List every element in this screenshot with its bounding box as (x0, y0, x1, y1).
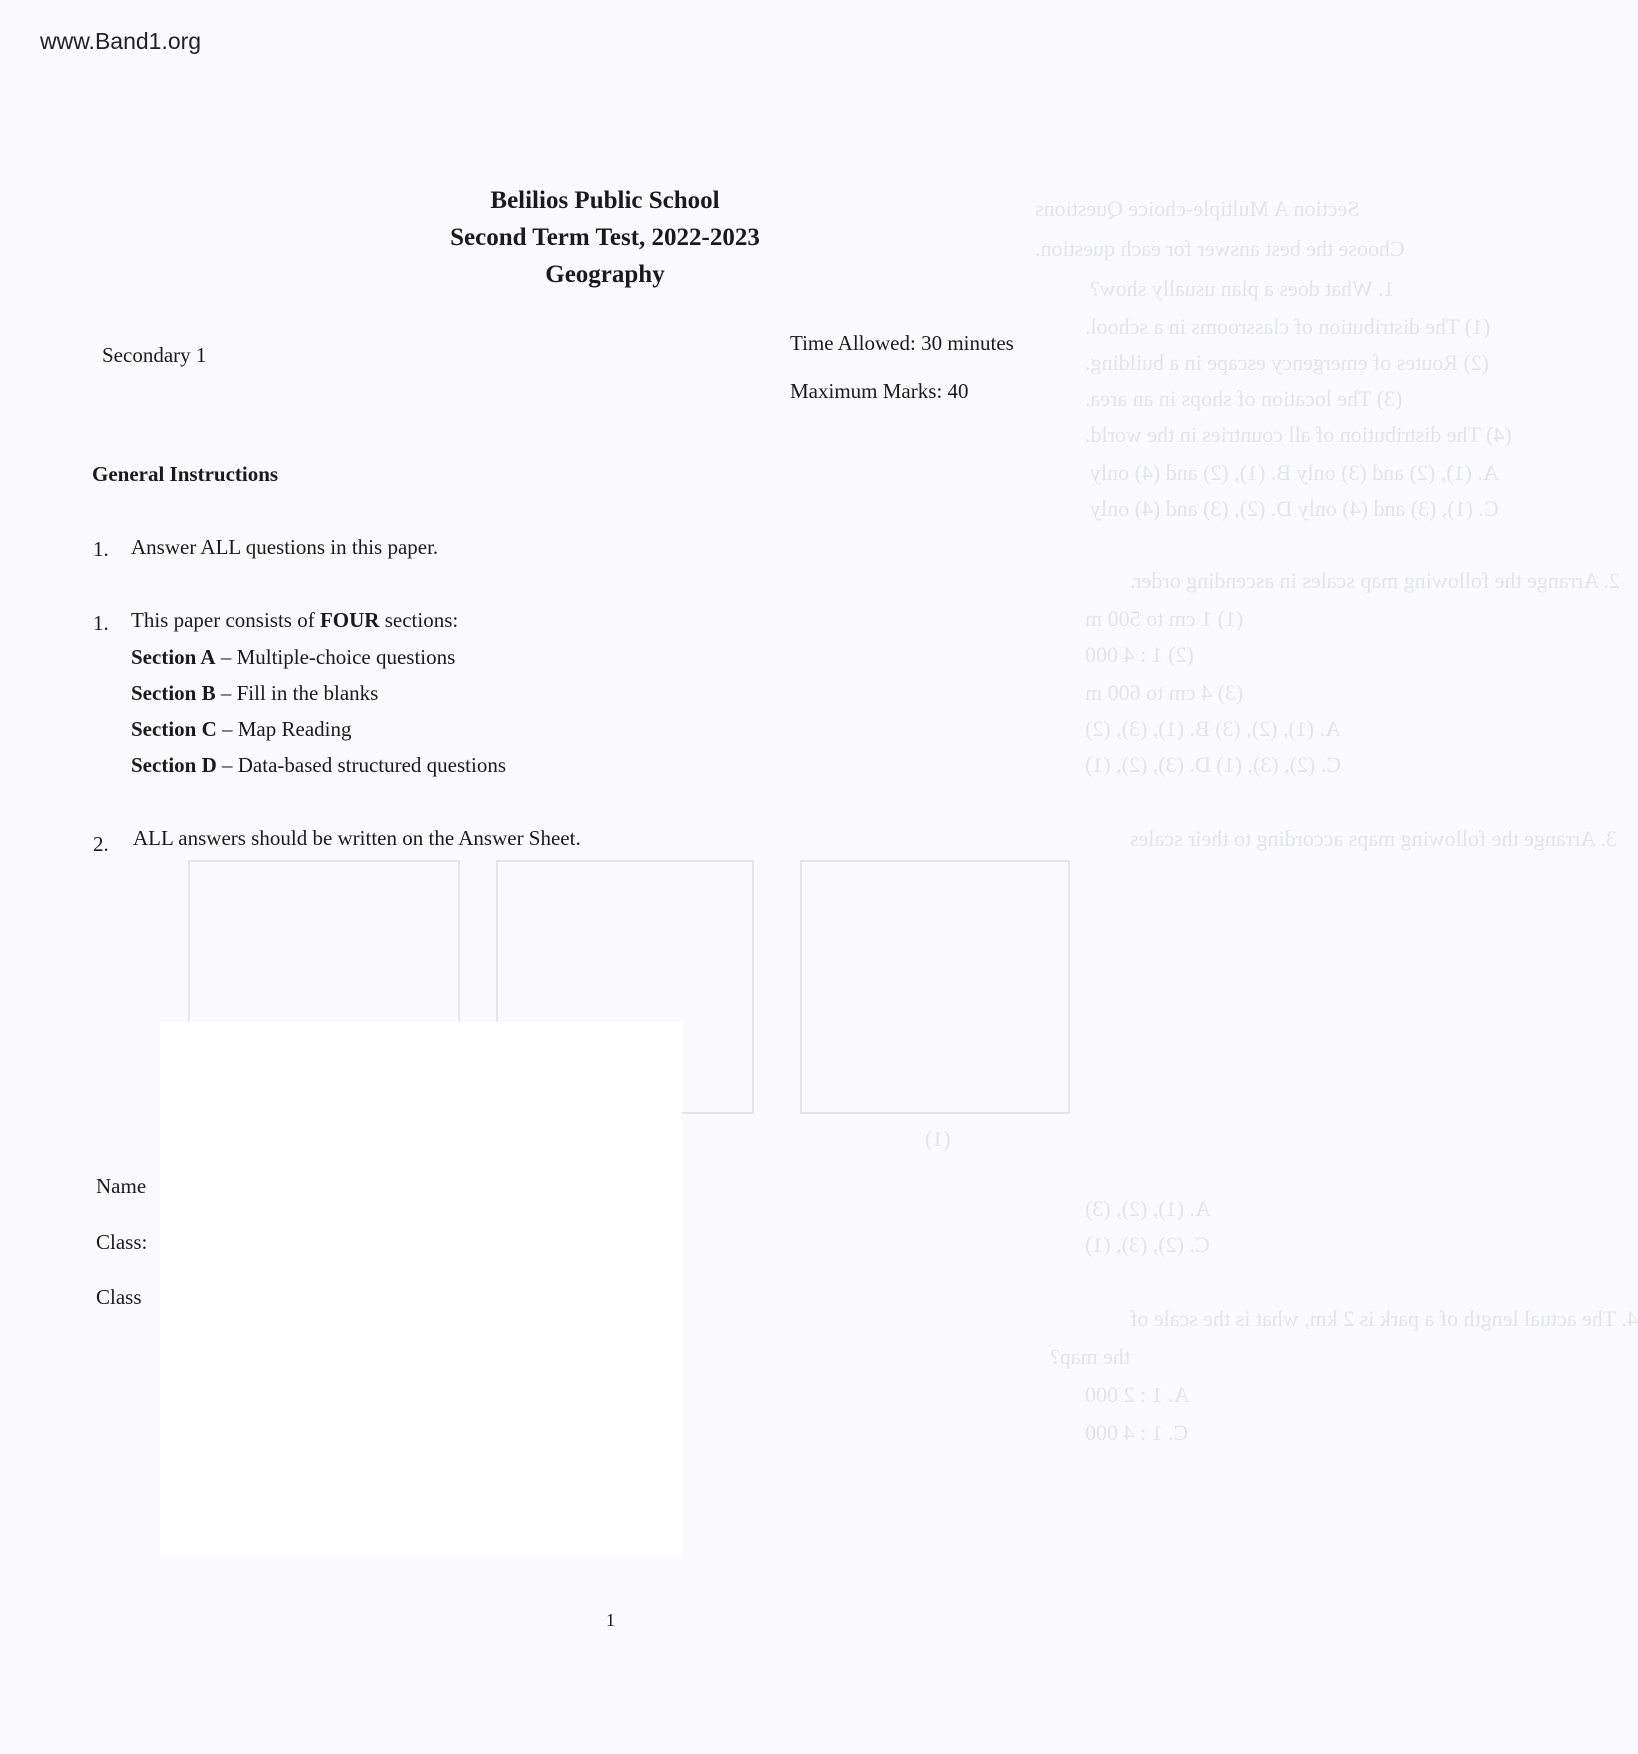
section-b-line (131, 681, 378, 706)
sections-text-after: sections: (379, 608, 459, 632)
sections-text-before: This paper consists of (131, 608, 320, 632)
time-allowed: Time Allowed: 30 minutes (790, 331, 1014, 355)
class-number-field-label: Class (96, 1285, 142, 1309)
section-desc: – Fill in the blanks (215, 681, 379, 705)
section-desc: – Map Reading (216, 717, 352, 741)
reverse-side-bleed-through: Section A Multiple-choice Questions Choose the best answer for each question. 1. What does a plan usually show? (1) The distribution of classrooms in a school. (2) Routes of emergency escape in a building. (3) The location of shops in an area. (4) The distribution of all countries in the world. A. (1), (2) and (3) only B. (1), (2) and (4) only C. (1), (3) and (4) only D. (2), (3) and (4) only 2. Arrange the following map scales in ascending order. (1) 1 cm to 500 m (2) 1 : 4 000 (3) 4 cm to 600 m A. (1), (2), (3) B. (1), (3), (2) C. (2), (3), (1) D. (3), (2), (1) 3. Arrange the following maps according to their scales (1) A. (1), (2), (3) C. (2), (3), (1) 4. The actual length of a park is 2 km, what is the scale of the map? A. 1 : 2 000 C. 1 : 4 000 (0, 0, 1240, 1754)
page-number: 1 (606, 1610, 615, 1630)
class-field-label: Class: (96, 1230, 148, 1254)
instruction-number: 1. (93, 537, 109, 561)
section-label: Section A (131, 645, 216, 669)
section-a-line (131, 645, 455, 670)
maximum-marks: Maximum Marks: 40 (790, 379, 969, 403)
section-desc: – Multiple-choice questions (215, 645, 456, 669)
section-label: Section C (131, 717, 217, 741)
name-field-label: Name (96, 1174, 147, 1198)
subject-title: Geography (545, 261, 665, 288)
section-c-line (131, 717, 351, 742)
level-label: Secondary 1 (102, 343, 207, 367)
section-desc: – Data-based structured questions (216, 753, 507, 777)
school-name: Belilios Public School (490, 187, 720, 214)
site-watermark: www.Band1.org (40, 28, 202, 54)
instruction-paper-sections (131, 608, 458, 633)
instruction-answer-all: Answer ALL questions in this paper. (131, 535, 439, 559)
instructions-title: General Instructions (92, 462, 279, 486)
instruction-number: 2. (93, 832, 109, 856)
redaction-box (160, 1022, 682, 1557)
instruction-answer-sheet: ALL answers should be written on the Answer Sheet. (133, 826, 581, 850)
sections-count: FOUR (319, 608, 380, 632)
instruction-number: 1. (93, 611, 109, 635)
section-d-line (131, 753, 506, 778)
section-label: Section D (131, 753, 217, 777)
exam-title: Second Term Test, 2022-2023 (450, 224, 760, 251)
section-label: Section B (131, 681, 216, 705)
